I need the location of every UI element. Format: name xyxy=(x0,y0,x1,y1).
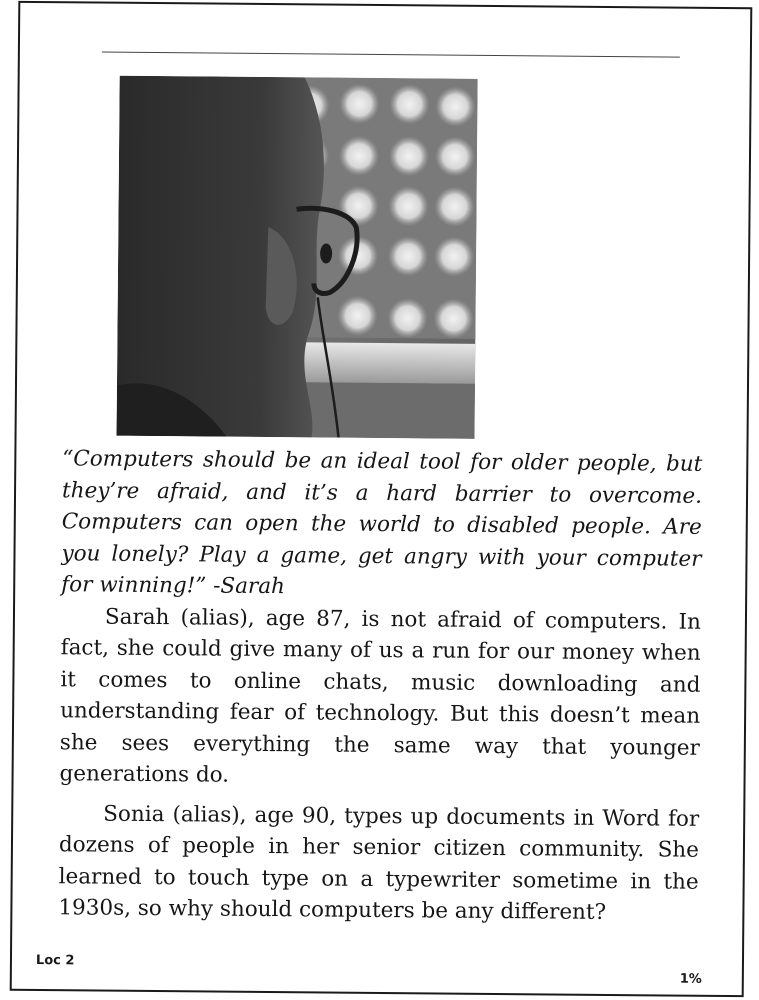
location-indicator: Loc 2 xyxy=(35,953,75,969)
pull-quote: “Computers should be an ideal tool for older people, but they’re afraid, and it’s a hard barrier to overcome. Computers can open the world to disabled people. Are you lonely? Play a game, get angry with your computer for winning!” -Sarah xyxy=(61,446,703,600)
paragraph-sarah: Sarah (alias), age 87, is not afraid of computers. In fact, she could give many of us a run for our money when it comes to online chats, music downloading and understanding fear of technology. But this doesn’t mean she sees everything the same way that younger generations do. xyxy=(59,604,702,788)
header-divider xyxy=(102,52,680,58)
ereader-page xyxy=(10,1,753,997)
reading-text xyxy=(58,443,702,929)
reading-progress: 1% xyxy=(679,971,702,987)
article-photo xyxy=(117,76,478,439)
photo-illustration xyxy=(117,76,478,439)
paragraph-sonia: Sonia (alias), age 90, types up documents in Word for dozens of people in her senior citizen community. She learned to touch type on a typewriter sometime in the 1930s, so why should computers be any different? xyxy=(58,801,700,925)
